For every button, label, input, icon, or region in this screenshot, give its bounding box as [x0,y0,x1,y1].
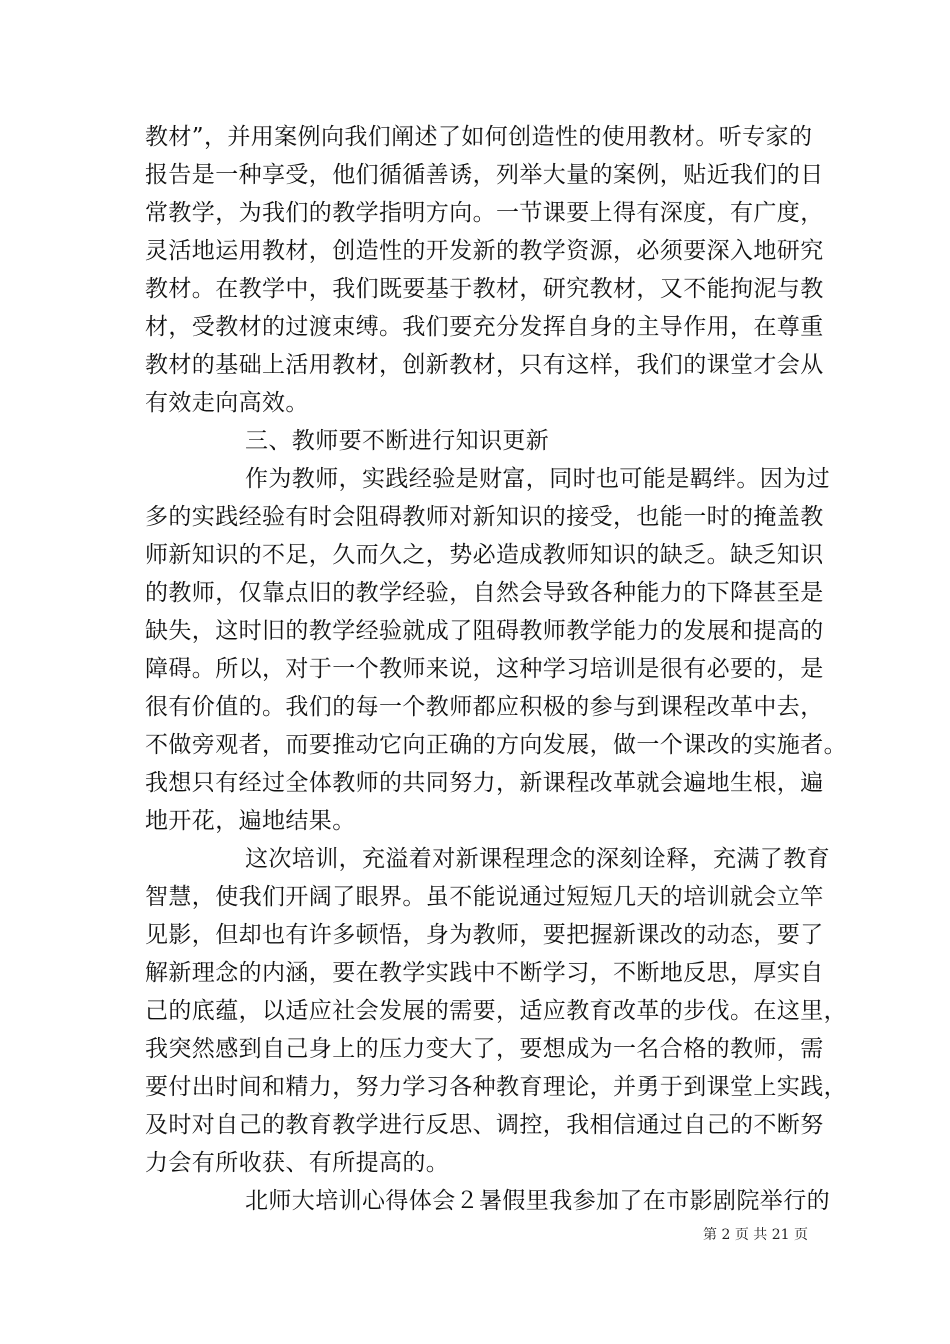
text-line: 智慧，使我们开阔了眼界。虽不能说通过短短几天的培训就会立竿 [145,884,824,910]
text-line: 见影，但却也有许多顿悟，身为教师，要把握新课改的动态，要了 [145,922,824,948]
text-line: 地开花，遍地结果。 [145,808,356,834]
text-line: 灵活地运用教材，创造性的开发新的教学资源，必须要深入地研究 [145,238,824,264]
text-line: 己的底蕴，以适应社会发展的需要，适应教育改革的步伐。在这里， [145,998,847,1024]
text-line: 多的实践经验有时会阻碍教师对新知识的接受，也能一时的掩盖教 [145,504,824,530]
text-line: 的教师，仅靠点旧的教学经验，自然会导致各种能力的下降甚至是 [145,580,824,606]
text-line: 有效走向高效。 [145,390,309,416]
text-line: 这次培训，充溢着对新课程理念的深刻诠释，充满了教育 [245,846,830,872]
text-line: 很有价值的。我们的每一个教师都应积极的参与到课程改革中去， [145,694,824,720]
text-line: 北师大培训心得体会２暑假里我参加了在市影剧院举行的 [245,1188,830,1214]
text-line: 解新理念的内涵，要在教学实践中不断学习，不断地反思，厚实自 [145,960,824,986]
section-heading: 三、教师要不断进行知识更新 [245,428,550,454]
text-line: 缺失，这时旧的教学经验就成了阻碍教师教学能力的发展和提高的 [145,618,824,644]
text-line: 教材”，并用案例向我们阐述了如何创造性的使用教材。听专家的 [145,124,813,150]
text-line: 不做旁观者，而要推动它向正确的方向发展，做一个课改的实施者。 [145,732,847,758]
text-line: 材，受教材的过渡束缚。我们要充分发挥自身的主导作用，在尊重 [145,314,824,340]
text-line: 障碍。所以，对于一个教师来说，这种学习培训是很有必要的，是 [145,656,824,682]
text-line: 师新知识的不足，久而久之，势必造成教师知识的缺乏。缺乏知识 [145,542,824,568]
text-line: 教材。在教学中，我们既要基于教材，研究教材，又不能拘泥与教 [145,276,824,302]
text-line: 力会有所收获、有所提高的。 [145,1150,450,1176]
text-line: 报告是一种享受，他们循循善诱，列举大量的案例，贴近我们的日 [145,162,824,188]
text-line: 我想只有经过全体教师的共同努力，新课程改革就会遍地生根，遍 [145,770,824,796]
text-line: 要付出时间和精力，努力学习各种教育理论，并勇于到课堂上实践， [145,1074,847,1100]
text-line: 常教学，为我们的教学指明方向。一节课要上得有深度，有广度， [145,200,824,226]
text-line: 及时对自己的教育教学进行反思、调控，我相信通过自己的不断努 [145,1112,824,1138]
text-line: 教材的基础上活用教材，创新教材，只有这样，我们的课堂才会从 [145,352,824,378]
text-line: 我突然感到自己身上的压力变大了，要想成为一名合格的教师，需 [145,1036,824,1062]
text-line: 作为教师，实践经验是财富，同时也可能是羁绊。因为过 [245,466,830,492]
page-number-footer: 第 2 页 共 21 页 [703,1227,808,1243]
